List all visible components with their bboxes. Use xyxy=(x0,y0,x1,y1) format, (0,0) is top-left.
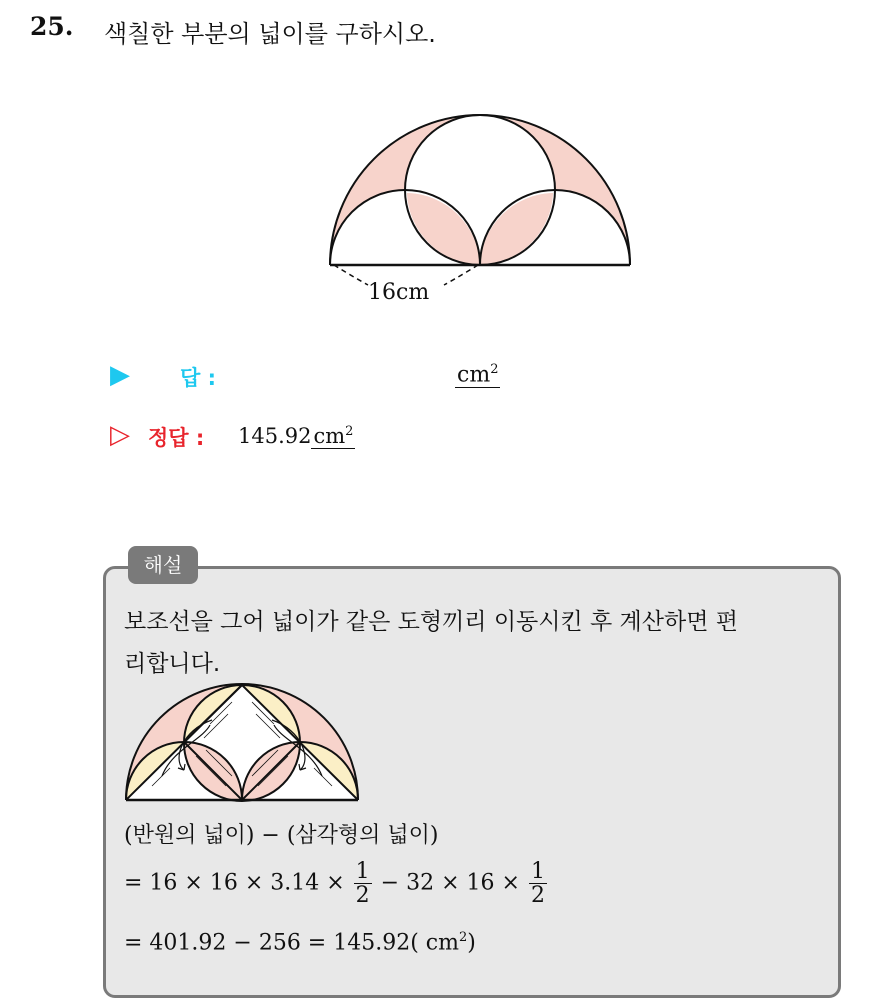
answer-label: 답 : xyxy=(180,366,216,390)
formula-line-2: = 16 × 16 × 3.14 × $\frac{1}{2}$ − 32 × 16 × $\frac{1}{2}$ xyxy=(124,859,545,909)
explanation-tab: 해설 xyxy=(128,546,198,584)
fraction-half-1: $\frac{1}{2}$ xyxy=(355,859,370,909)
fraction-half-2: $\frac{1}{2}$ xyxy=(530,859,545,909)
outline-triangle-icon: ▷ xyxy=(110,420,130,450)
correct-answer-label: 정답 : xyxy=(148,426,205,450)
question-text: 색칠한 부분의 넓이를 구하시오. xyxy=(104,20,436,48)
filled-triangle-icon: ▶ xyxy=(110,360,130,390)
answer-row xyxy=(110,358,530,392)
question-number: 25. xyxy=(30,12,74,41)
dimension-line-right xyxy=(444,265,478,285)
dimension-label: 16cm xyxy=(368,280,430,305)
formula-line-3: = 401.92 − 256 = 145.92( $cm^2$) xyxy=(124,930,476,956)
explanation-line-2: 리합니다. xyxy=(124,651,221,677)
formula-line-1: (반원의 넓이) − (삼각형의 넓이) xyxy=(124,823,439,848)
explanation-figure xyxy=(122,680,366,805)
explanation-line-1: 보조선을 그어 넓이가 같은 도형끼리 이동시킨 후 계산하면 편 xyxy=(124,609,738,635)
correct-answer-row xyxy=(110,418,530,452)
correct-answer-value: $145.92cm^2$ xyxy=(238,424,354,448)
dimension-line-left xyxy=(334,265,368,285)
question-figure xyxy=(320,105,650,310)
answer-unit: $cm^2$ xyxy=(457,362,499,388)
